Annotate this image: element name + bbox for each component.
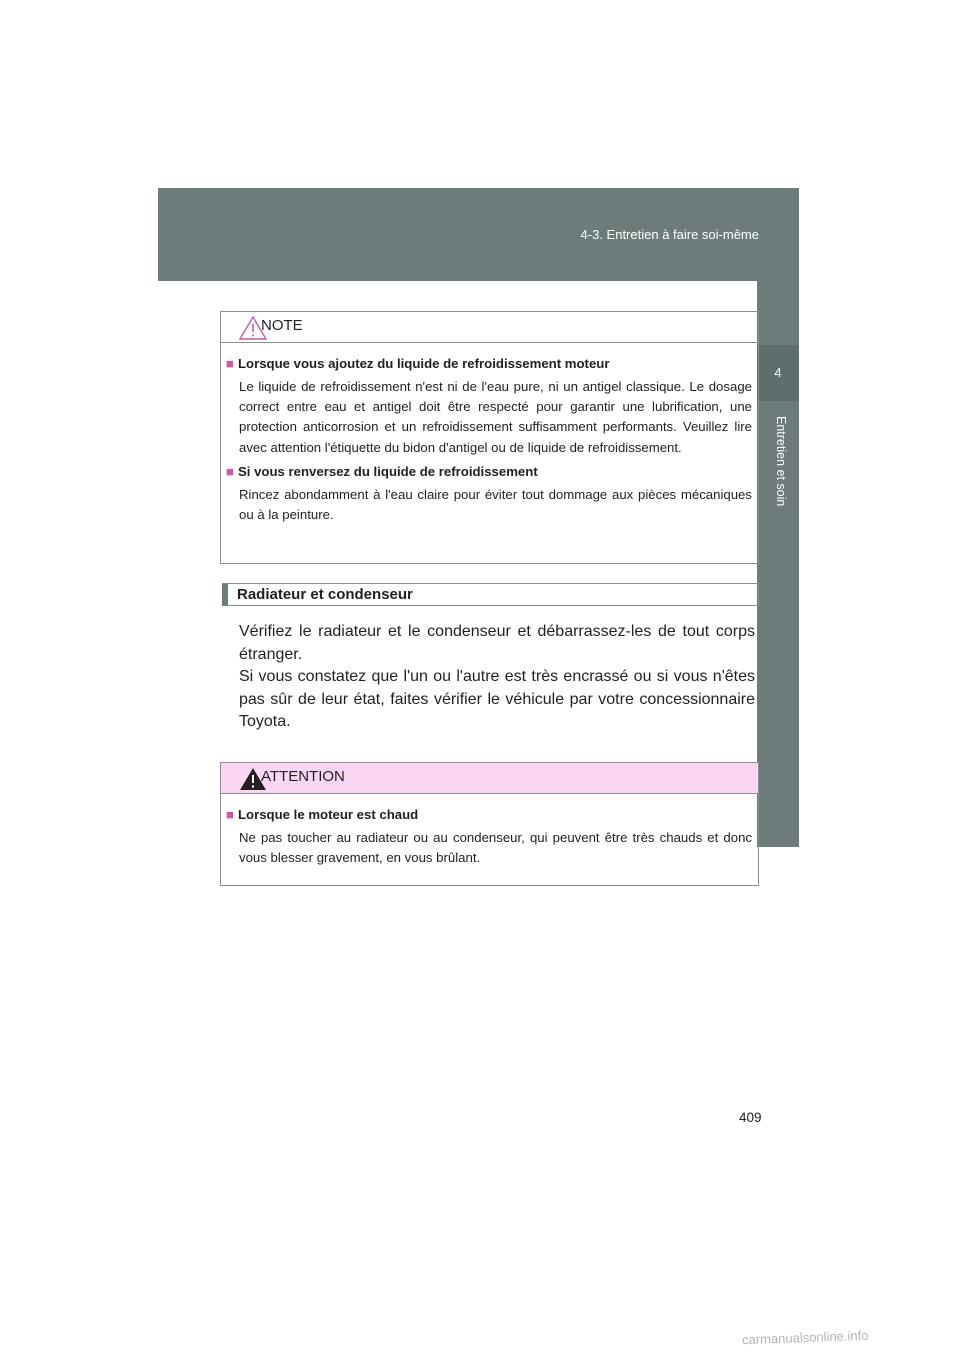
- page-number: 409: [739, 1110, 762, 1125]
- note-item-text: Le liquide de refroidissement n'est ni de l'eau pure, ni un antigel classique. Le dosage correct entre eau et antigel doit être respecté pour garantir une lubrification, une protection anticorrosion et un refroidissement suffisamment performants. Veuillez lire avec attention l'étiquette du bidon d'antigel ou de liquide de refroidissement.: [239, 379, 752, 455]
- square-bullet-icon: ■: [226, 807, 234, 822]
- header-band: [158, 188, 799, 281]
- note-title: NOTE: [261, 317, 303, 334]
- note-header: [221, 312, 758, 343]
- note-body: [221, 343, 758, 525]
- square-bullet-icon: ■: [226, 463, 234, 479]
- section-heading-bar: [222, 583, 759, 606]
- body-paragraph: Vérifiez le radiateur et le condenseur et débarrassez-les de tout corps étranger.: [239, 623, 755, 663]
- square-bullet-icon: ■: [226, 356, 234, 371]
- chapter-number: 4: [757, 345, 799, 401]
- section-breadcrumb: 4-3. Entretien à faire soi-même: [580, 227, 759, 242]
- attention-item-text: Ne pas toucher au radiateur ou au condenseur, qui peuvent être très chauds et donc vous blesser gravement, en vous brûlant.: [239, 830, 752, 866]
- chapter-label: Entretien et soin: [774, 416, 788, 507]
- section-title: Radiateur et condenseur: [237, 586, 413, 603]
- attention-title: ATTENTION: [261, 768, 345, 785]
- note-box: [220, 311, 759, 564]
- note-item-text: Rincez abondamment à l'eau claire pour éviter tout dommage aux pièces mécaniques ou à la peinture.: [239, 486, 752, 523]
- attention-body: [221, 794, 758, 868]
- attention-item-heading: ■ Lorsque le moteur est chaud: [226, 807, 419, 822]
- section-body: [239, 621, 755, 734]
- watermark: carmanualsonline.info: [741, 1327, 869, 1348]
- chapter-side-tab: [757, 281, 799, 847]
- note-item-heading: ■ Si vous renversez du liquide de refroidissement: [226, 463, 538, 479]
- attention-box: [220, 762, 759, 886]
- note-item-heading: ■ Lorsque vous ajoutez du liquide de refroidissement moteur: [226, 356, 610, 371]
- attention-header: [221, 763, 758, 794]
- body-paragraph: Si vous constatez que l'un ou l'autre est très encrassé ou si vous n'êtes pas sûr de leur état, faites vérifier le véhicule par votre concessionnaire Toyota.: [239, 668, 755, 730]
